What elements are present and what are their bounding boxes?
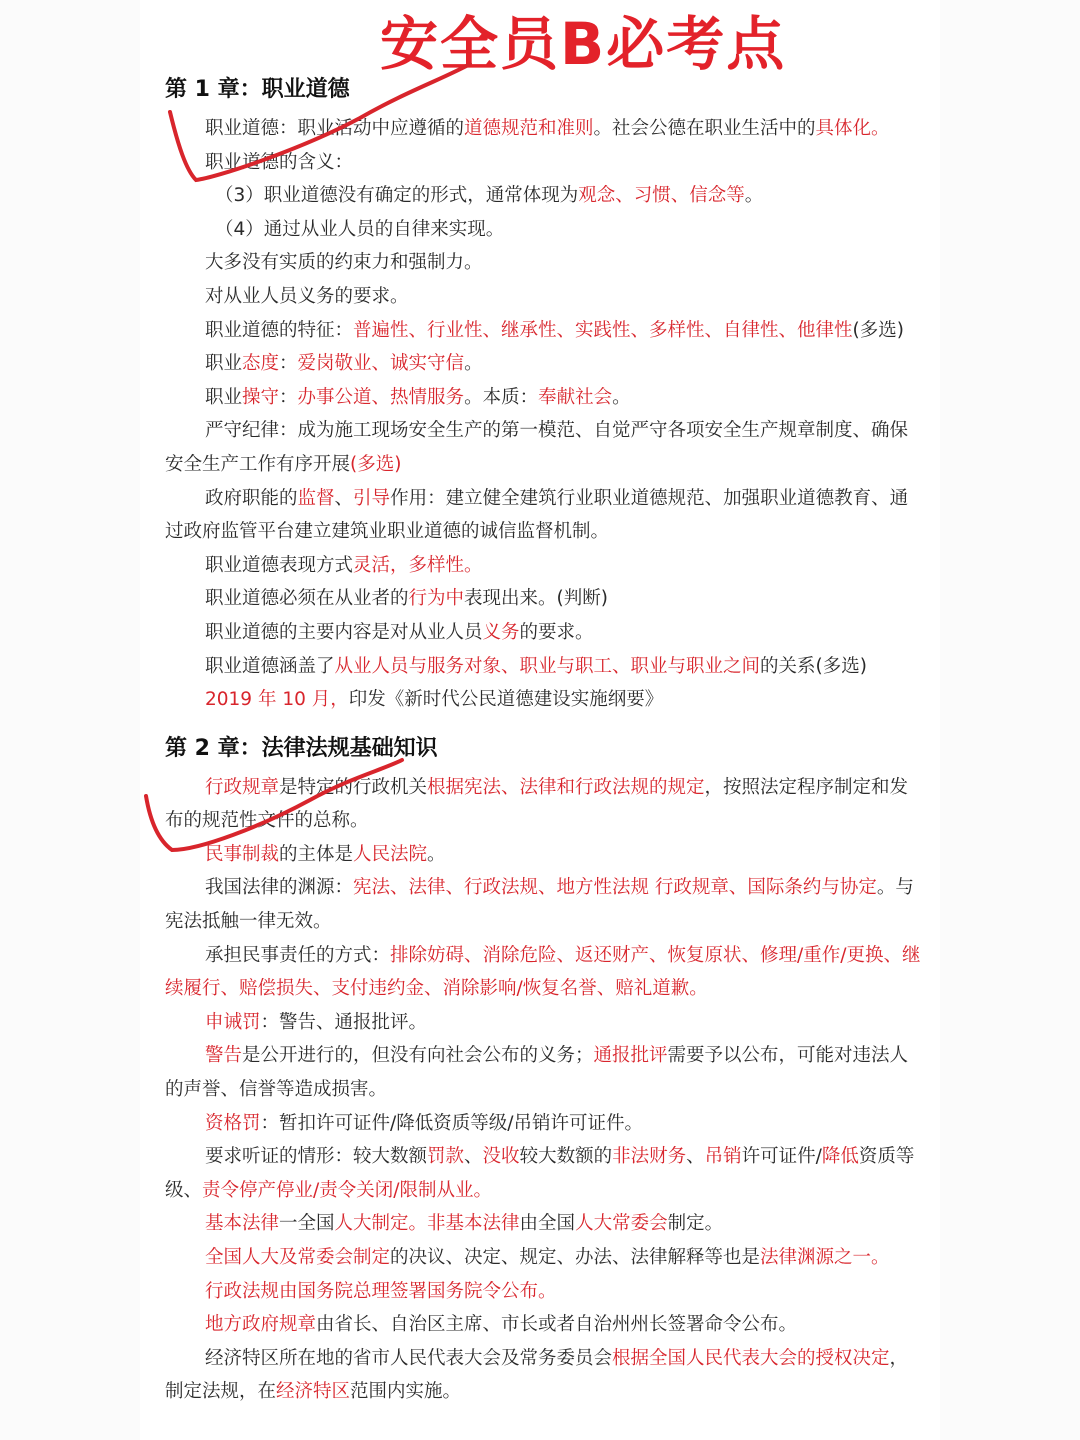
- paragraph: [165, 347, 925, 381]
- body-text: 职业: [205, 353, 243, 375]
- highlight-text: 宪法、法律、行政法规、地方性法规 行政规章、国际条约与协定: [353, 877, 877, 899]
- highlight-text: 资格罚: [205, 1112, 261, 1134]
- body-text: 是特定的行政机关: [279, 776, 428, 798]
- highlight-text: 责令停产停业/责令关闭/限制从业。: [202, 1179, 492, 1201]
- paragraph: [165, 1308, 925, 1342]
- paragraph: [165, 1107, 925, 1141]
- body-text: 资质等级、: [165, 1146, 915, 1201]
- highlight-text: 降低: [821, 1146, 859, 1168]
- highlight-text: 吊销: [704, 1146, 742, 1168]
- document-body: [165, 68, 925, 1409]
- body-text: 对从业人员义务的要求。: [205, 285, 409, 307]
- highlight-text: 人大制定。非基本法律: [334, 1213, 520, 1235]
- highlight-text: 根据全国人民代表大会的授权决定: [612, 1347, 890, 1369]
- body-text: 。本质：: [464, 386, 539, 408]
- body-text: 许可证件/: [741, 1146, 822, 1168]
- body-text: 的主体是: [279, 843, 354, 865]
- highlight-text: 警告: [205, 1045, 243, 1067]
- body-text: 是公开进行的，但没有向社会公布的义务；: [242, 1045, 594, 1067]
- body-text: 职业道德涵盖了: [205, 655, 335, 677]
- highlight-text: 义务: [482, 621, 520, 643]
- paragraph: [165, 871, 925, 938]
- paragraph: [165, 650, 925, 684]
- body-text: 作用：建立健全建筑行业职业道德规范、加强职业道德教育、通过政府监管平台建立建筑业职业道德的诚信监督机制。: [165, 487, 909, 543]
- body-text: 职业道德表现方式: [205, 554, 354, 576]
- highlight-text: 行政法规由国务院总理签署国务院令公布。: [205, 1280, 557, 1302]
- paragraph: [165, 381, 925, 415]
- body-text: 需要予以公布，可能对违法人的声誉、信誉等造成损害。: [165, 1045, 909, 1101]
- highlight-text: 操守: [242, 386, 280, 408]
- body-text: 范围内实施。: [350, 1381, 462, 1403]
- highlight-text: 观念、习惯、信念等: [578, 185, 745, 207]
- highlight-text: 经济特区: [276, 1381, 351, 1403]
- highlight-text: 道德规范和准则: [464, 118, 594, 139]
- paragraph: [165, 582, 925, 616]
- highlight-text: 非法财务: [612, 1146, 687, 1168]
- chapter-1-heading: 第 1 章：职业道德: [165, 77, 350, 102]
- body-text: 、: [464, 1146, 483, 1168]
- highlight-text: 法律渊源之一。: [760, 1247, 890, 1268]
- paragraph: [165, 683, 925, 717]
- paragraph: [165, 1241, 925, 1275]
- body-text: 。与宪法抵触一律无效。: [165, 877, 914, 933]
- highlight-text: 没收: [482, 1146, 520, 1168]
- highlight-text: 态度: [242, 353, 280, 375]
- body-text: ：: [279, 353, 298, 375]
- body-text: 表现出来。(判断): [464, 588, 608, 610]
- body-text: ：警告、通报批评。: [260, 1011, 428, 1033]
- paragraph: [165, 314, 925, 348]
- body-text: ，按照法定程序制定和发布的规范性文件的总称。: [165, 776, 909, 832]
- body-text: 。: [612, 386, 631, 408]
- paragraph: [165, 112, 925, 146]
- highlight-text: 根据宪法、法律和行政法规的规定: [427, 776, 705, 798]
- highlight-text: 普遍性、行业性、继承性、实践性、多样性、自律性、他律性: [353, 319, 853, 341]
- highlight-text: 民事制裁: [205, 843, 280, 865]
- body-text: 严守纪律：成为施工现场安全生产的第一模范、自觉严守各项安全生产规章制度、确保安全生产工作有序开展: [165, 420, 909, 475]
- highlight-text: 通报批评: [593, 1045, 668, 1067]
- paragraph: [165, 1275, 925, 1309]
- body-text: 承担民事责任的方式：: [205, 944, 391, 966]
- paragraph: [165, 1207, 925, 1241]
- body-text: 要求听证的情形：较大数额: [205, 1146, 428, 1168]
- handwritten-title: 安全员B必考点: [380, 10, 787, 78]
- body-text: 。社会公德在职业生活中的: [593, 118, 816, 139]
- highlight-text: 人民法院: [353, 843, 428, 865]
- body-text: 我国法律的渊源：: [205, 877, 354, 899]
- highlight-text: 监督: [297, 487, 335, 509]
- highlight-text: 行政规章: [205, 776, 280, 798]
- chapter-1-body: [165, 112, 925, 717]
- body-text: ：: [279, 386, 298, 408]
- body-text: 一全国: [279, 1213, 335, 1235]
- paragraph: [165, 213, 925, 247]
- body-text: ：暂扣许可证件/降低资质等级/吊销许可证件。: [260, 1112, 643, 1134]
- paragraph: [165, 549, 925, 583]
- chapter-2-body: [165, 771, 925, 1409]
- highlight-text: (多选): [350, 453, 402, 475]
- highlight-text: 罚款: [427, 1146, 465, 1168]
- body-text: （4）通过从业人员的自律来实现。: [215, 218, 505, 240]
- paragraph: [165, 1006, 925, 1040]
- paragraph: [165, 482, 925, 549]
- body-text: 。: [427, 843, 446, 865]
- body-text: 制定。: [667, 1213, 724, 1235]
- highlight-text: 灵活，多样性。: [353, 554, 483, 576]
- body-text: ，制定法规，在: [165, 1347, 909, 1403]
- body-text: 职业道德必须在从业者的: [205, 588, 409, 610]
- highlight-text: 地方政府规章: [205, 1314, 317, 1336]
- highlight-text: 2019 年 10 月，: [205, 689, 349, 711]
- body-text: 。: [744, 185, 764, 207]
- body-text: 印发《新时代公民道德建设实施纲要》: [348, 689, 664, 711]
- paragraph: [165, 280, 925, 314]
- paragraph: [165, 616, 925, 650]
- paragraph: [165, 414, 925, 481]
- highlight-text: 全国人大及常委会制定: [205, 1247, 391, 1268]
- paragraph: [165, 939, 925, 1006]
- highlight-text: 从业人员与服务对象、职业与职工、职业与职业之间: [334, 655, 761, 677]
- body-text: 。: [464, 353, 483, 375]
- body-text: (多选): [852, 319, 904, 341]
- chapter-2-heading: 第 2 章：法律法规基础知识: [165, 735, 438, 761]
- highlight-text: 基本法律: [205, 1213, 280, 1235]
- body-text: 职业道德的特征：: [205, 319, 354, 341]
- body-text: 大多没有实质的约束力和强制力。: [205, 252, 483, 274]
- body-text: 较大数额的: [519, 1146, 613, 1168]
- body-text: 经济特区所在地的省市人民代表大会及常务委员会: [205, 1347, 613, 1369]
- highlight-text: 行为中: [408, 588, 465, 610]
- body-text: 的决议、决定、规定、办法、法律解释等也是: [390, 1247, 761, 1268]
- highlight-text: 排除妨碍、消除危险、返还财产、恢复原状、修理/重作/更换、继续履行、赔偿损失、支付违约金、消除影响/恢复名誉、赔礼道歉。: [165, 944, 921, 1000]
- body-text: 职业: [205, 386, 243, 408]
- paragraph: [165, 146, 925, 180]
- paragraph: [165, 246, 925, 280]
- paragraph: [165, 1342, 925, 1409]
- paragraph: [165, 179, 925, 213]
- paragraph: [165, 771, 925, 838]
- body-text: 、: [334, 487, 354, 509]
- body-text: 职业道德的含义：: [205, 151, 354, 173]
- body-text: 政府职能的: [205, 487, 298, 509]
- body-text: 职业道德：职业活动中应遵循的: [205, 118, 465, 139]
- body-text: （3）职业道德没有确定的形式，通常体现为: [215, 185, 579, 207]
- body-text: 由省长、自治区主席、市长或者自治州州长签署命令公布。: [316, 1314, 798, 1336]
- highlight-text: 人大常委会: [575, 1213, 668, 1235]
- body-text: 由全国: [519, 1213, 576, 1235]
- paragraph: [165, 838, 925, 872]
- highlight-text: 奉献社会: [538, 386, 613, 408]
- highlight-text: 引导: [353, 487, 391, 509]
- highlight-text: 申诫罚: [205, 1011, 261, 1033]
- paragraph: [165, 1140, 925, 1207]
- body-text: 职业道德的主要内容是对从业人员: [205, 621, 483, 643]
- body-text: 的关系(多选): [760, 655, 867, 677]
- body-text: 的要求。: [519, 621, 594, 643]
- highlight-text: 具体化。: [815, 118, 890, 139]
- body-text: 、: [686, 1146, 705, 1168]
- paragraph: [165, 1039, 925, 1106]
- highlight-text: 爱岗敬业、诚实守信: [297, 353, 465, 375]
- highlight-text: 办事公道、热情服务: [297, 386, 465, 408]
